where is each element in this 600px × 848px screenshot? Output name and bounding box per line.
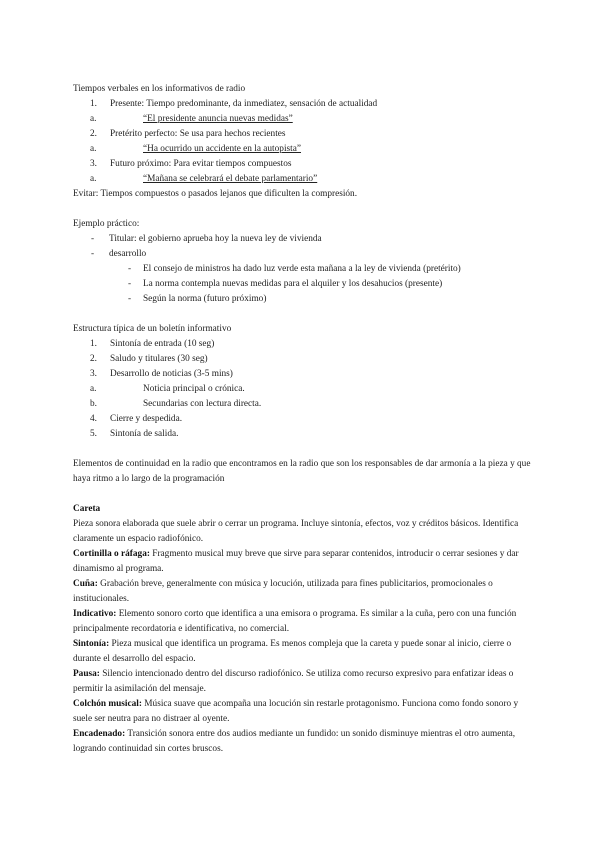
list-item: - desarrollo	[91, 249, 147, 259]
glossary	[73, 517, 533, 757]
verbs-title: Tiempos verbales en los informativos de radio	[73, 84, 246, 94]
document-page	[73, 82, 533, 757]
list-item: 3. Futuro próximo: Para evitar tiempos compuestos	[90, 159, 292, 169]
glossary-entry: Cuña: Grabación breve, generalmente con música y locución, utilizada para fines publicitarios, promocionales o institucionales.	[73, 579, 493, 604]
list-item: 3. Desarrollo de noticias (3-5 mins)	[90, 369, 233, 379]
list-item: 2. Pretérito perfecto: Se usa para hechos recientes	[90, 129, 286, 139]
structure-title: Estructura típica de un boletín informativo	[73, 324, 232, 334]
section-heading: Careta	[73, 504, 101, 514]
glossary-entry: Indicativo: Elemento sonoro corto que identifica a una emisora o programa. Es similar a la cuña, pero con una función principalmente recordatoria e identificativa, no comercial.	[73, 609, 517, 634]
example-quote: “Ha ocurrido un accidente en la autopista”	[143, 144, 301, 154]
list-item: 1. Presente: Tiempo predominante, da inmediatez, sensación de actualidad	[90, 99, 378, 109]
glossary-entry: Sintonía: Pieza musical que identifica un programa. Es menos compleja que la careta y puede sonar al inicio, cierre o durante el desarrollo del espacio.	[73, 639, 512, 664]
list-item: - Titular: el gobierno aprueba hoy la nueva ley de vivienda	[91, 234, 322, 244]
list-item: a. Noticia principal o crónica.	[90, 384, 245, 394]
list-item: - La norma contempla nuevas medidas para el alquiler y los desahucios (presente)	[128, 279, 443, 289]
avoid-note: Evitar: Tiempos compuestos o pasados lejanos que dificulten la compresión.	[73, 189, 358, 199]
glossary-entry: Pausa: Silencio intencionado dentro del discurso radiofónico. Se utiliza como recurso expresivo para enfatizar ideas o permitir la asimilación del mensaje.	[73, 669, 514, 694]
example-quote: “Mañana se celebrará el debate parlamentario”	[143, 174, 318, 184]
list-item: a. “Mañana se celebrará el debate parlamentario”	[90, 174, 318, 184]
list-item: a. “El presidente anuncia nuevas medidas”	[90, 114, 293, 124]
list-item: b. Secundarias con lectura directa.	[90, 399, 262, 409]
glossary-entry: Encadenado: Transición sonora entre dos audios mediante un fundido: un sonido disminuye mientras el otro aumenta, logrando continuidad sin cortes bruscos.	[73, 729, 516, 754]
glossary-entry: Cortinilla o ráfaga: Fragmento musical muy breve que sirve para separar contenidos, introducir o cerrar sesiones y dar dinamismo al programa.	[73, 549, 519, 574]
list-item: 5. Sintonía de salida.	[90, 429, 179, 439]
list-item: 1. Sintonía de entrada (10 seg)	[90, 339, 215, 349]
list-item: - El consejo de ministros ha dado luz verde esta mañana a la ley de vivienda (pretérito)	[128, 264, 461, 274]
list-item: - Según la norma (futuro próximo)	[128, 294, 267, 304]
list-item: a. “Ha ocurrido un accidente en la autopista”	[90, 144, 301, 154]
glossary-entry: Colchón musical: Música suave que acompaña una locución sin restarle protagonismo. Funciona como fondo sonoro y suele ser neutra para no distraer al oyente.	[73, 699, 519, 724]
example-title: Ejemplo práctico:	[73, 219, 140, 229]
list-item: 4. Cierre y despedida.	[90, 414, 183, 424]
example-quote: “El presidente anuncia nuevas medidas”	[143, 114, 293, 124]
continuity-intro: Elementos de continuidad en la radio que encontramos en la radio que son los responsables de dar armonía a la pieza y que haya ritmo a lo largo de la programación	[73, 459, 531, 484]
list-item: 2. Saludo y titulares (30 seg)	[90, 354, 208, 364]
glossary-entry: Pieza sonora elaborada que suele abrir o cerrar un programa. Incluye sintonía, efectos, voz y créditos básicos. Identifica claramente un espacio radiofónico.	[73, 519, 519, 544]
structure-list	[73, 337, 533, 442]
verbs-list	[73, 97, 533, 187]
